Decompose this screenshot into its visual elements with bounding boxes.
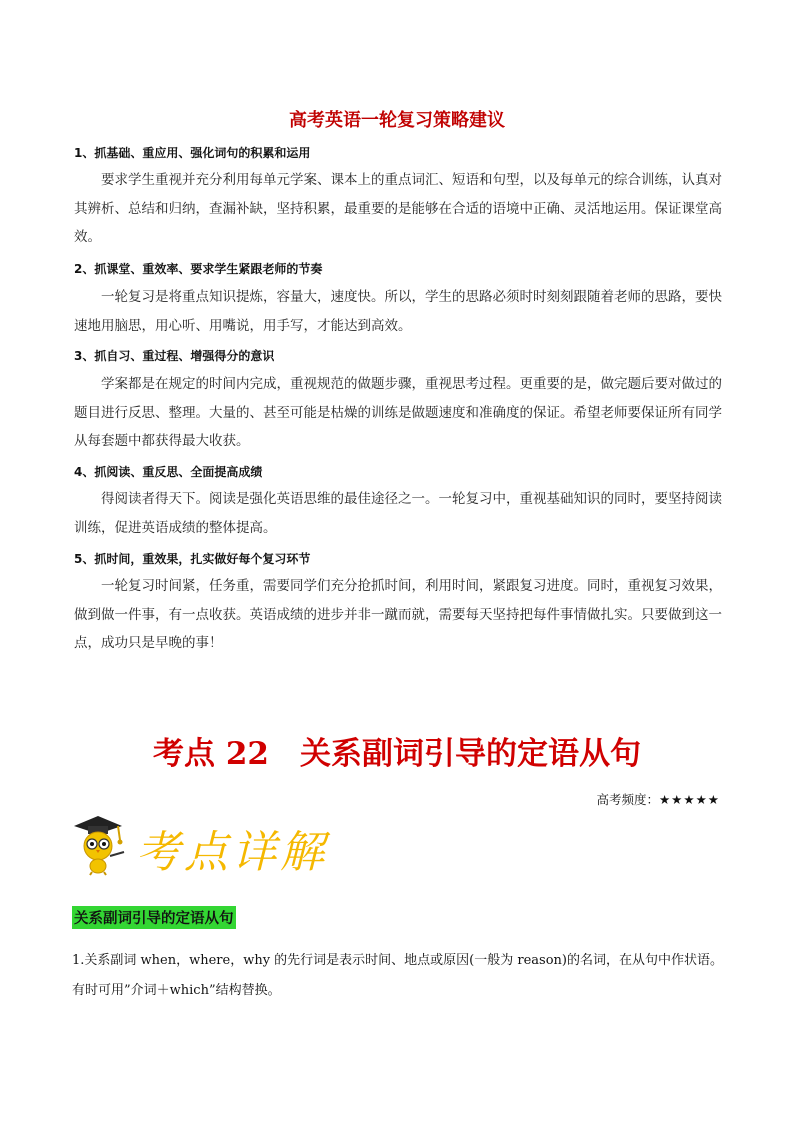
section-text-5: 一轮复习时间紧，任务重，需要同学们充分抢抓时间，利用时间，紧跟复习进度。同时，重视复习效果，做到做一件事，有一点收获。英语成绩的进步并非一蹴而就，需要每天坚持把每件事情做扎实。只要做到这一点，成功只是早晚的事！ <box>74 578 722 651</box>
section-heading-1: 1、抓基础、重应用、强化词句的积累和运用 <box>74 146 311 160</box>
section-paragraph-3 <box>74 370 722 456</box>
section-text-4: 得阅读者得天下。阅读是强化英语思维的最佳途径之一。一轮复习中，重视基础知识的同时，要坚持阅读训练，促进英语成绩的整体提高。 <box>74 491 722 536</box>
section-paragraph-2 <box>74 283 722 340</box>
section-text-1: 要求学生重视并充分利用每单元学案、课本上的重点词汇、短语和句型，以及每单元的综合训练，认真对其辨析、总结和归纳，查漏补缺，坚持积累，最重要的是能够在合适的语境中正确、灵活地运用。保证课堂高效。 <box>74 172 722 245</box>
exam-frequency <box>596 790 720 808</box>
section-heading-4: 4、抓阅读、重反思、全面提高成绩 <box>74 465 263 479</box>
frequency-stars: ★★★★★ <box>658 792 720 807</box>
subheading-highlight: 关系副词引导的定语从句 <box>72 906 236 929</box>
topic-title: 考点 22 关系副词引导的定语从句 <box>153 736 641 772</box>
section-text-2: 一轮复习是将重点知识提炼，容量大，速度快。所以，学生的思路必须时时刻刻跟随着老师的思路，要快速地用脑思，用心听、用嘴说，用手写，才能达到高效。 <box>74 289 722 334</box>
banner-text: 考点详解 <box>136 827 328 878</box>
section-heading-3: 3、抓自习、重过程、增强得分的意识 <box>74 349 275 363</box>
strategy-title: 高考英语一轮复习策略建议 <box>289 110 505 131</box>
section-heading-5: 5、抓时间，重效果，扎实做好每个复习环节 <box>74 552 311 566</box>
section-heading-2: 2、抓课堂、重效率、要求学生紧跟老师的节奏 <box>74 262 323 276</box>
section-paragraph-5 <box>74 572 722 658</box>
section-paragraph-1 <box>74 166 722 252</box>
frequency-label: 高考频度： <box>596 792 659 807</box>
section-paragraph-4 <box>74 485 722 542</box>
topic-detail-banner <box>70 812 350 876</box>
topic-body-text: 1.关系副词 when，where，why 的先行词是表示时间、地点或原因(一般为 reason)的名词，在从句中作状语。有时可用”介词＋which”结构替换。 <box>72 953 723 998</box>
section-text-3: 学案都是在规定的时间内完成，重视规范的做题步骤，重视思考过程。更重要的是，做完题后要对做过的题目进行反思、整理。大量的、甚至可能是枯燥的训练是做题速度和准确度的保证。希望老师要保证所有同学从每套题中都获得最大收获。 <box>74 376 722 449</box>
graduate-owl-icon <box>70 812 130 876</box>
